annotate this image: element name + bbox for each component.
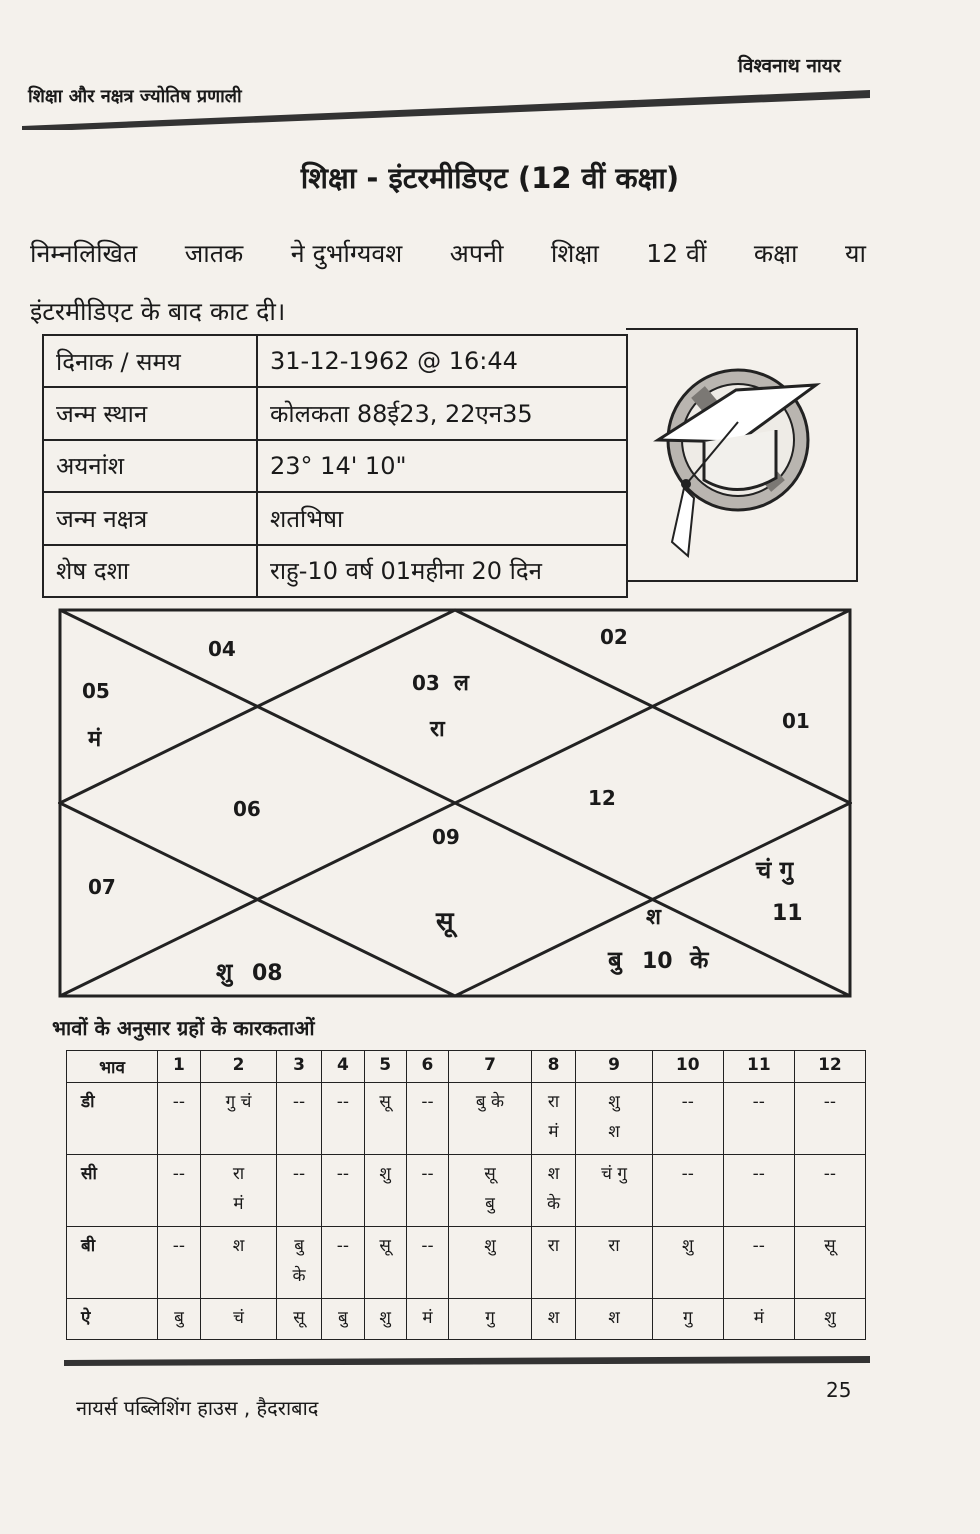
header-book-title: शिक्षा और नक्षत्र ज्योतिष प्रणाली [28,86,242,107]
karakatva-cell-value: सू [379,1236,391,1257]
karakatva-cell-value: -- [681,1092,694,1112]
karakatva-cell [364,1083,406,1155]
intro-word: जातक [184,239,244,268]
karakatva-cell [200,1227,276,1299]
karakatva-cell [531,1083,576,1155]
karakatva-cell-value: बु के [475,1092,505,1112]
karakatva-column-header: 1 [158,1051,201,1083]
karakatva-cell [364,1155,406,1227]
house-04: 04 [208,637,236,661]
karakatva-cell [200,1299,276,1340]
karakatva-cell-value: -- [421,1092,434,1112]
karakatva-cell [158,1227,201,1299]
karakatva-table [66,1050,866,1340]
intro-word: कक्षा [753,239,798,268]
karakatva-cell-value: शु [608,1092,620,1112]
karakatva-cell [652,1155,723,1227]
page-number: 25 [826,1378,852,1402]
karakatva-cell-value: सू [824,1236,836,1257]
karakatva-cell [321,1227,364,1299]
karakatva-cell-value: -- [681,1164,694,1185]
karakatva-cell-value: -- [823,1092,837,1112]
karakatva-cell-value: के [546,1194,561,1215]
intro-word: ने दुर्भाग्यवश [290,239,403,268]
karakatva-cell [531,1155,576,1227]
karakatva-cell-value: -- [172,1164,186,1185]
karakatva-cell [364,1299,406,1340]
house-02: 02 [600,625,628,649]
karakatva-cell [277,1083,322,1155]
karakatva-row-label: ऐ [67,1299,158,1340]
birth-detail-row [43,440,627,492]
karakatva-cell [723,1299,794,1340]
karakatva-cell-value: श [547,1164,560,1185]
karakatva-cell-value: सू [379,1092,391,1112]
planet-surya: सू [436,907,454,937]
karakatva-cell [277,1227,322,1299]
house-12: 12 [588,786,616,810]
karakatva-cell [449,1227,531,1299]
karakatva-column-header: 8 [531,1051,576,1083]
birth-detail-label: दिनाक / समय [43,335,257,387]
intro-word: निम्नलिखित [30,239,138,268]
birth-detail-row [43,335,627,387]
house-01: 01 [782,709,810,733]
birth-detail-label: जन्म स्थान [43,387,257,439]
karakatva-cell-value: -- [752,1164,765,1185]
karakatva-cell [652,1083,723,1155]
karakatva-cell [406,1299,449,1340]
karakatva-cell-value: गु चं [225,1092,252,1112]
karakatva-cell [576,1299,652,1340]
image-box [626,328,858,582]
karakatva-column-header: 7 [449,1051,531,1083]
karakatva-cell [652,1299,723,1340]
karakatva-cell [158,1299,201,1340]
karakatva-cell-value: श [608,1122,620,1142]
karakatva-cell [158,1155,201,1227]
birth-detail-label: जन्म नक्षत्र [43,492,257,544]
karakatva-cell-value: मं [422,1308,433,1329]
karakatva-cell [200,1155,276,1227]
karakatva-title: भावों के अनुसार ग्रहों के कारकताओं [52,1016,315,1040]
birth-detail-value: राहु-10 वर्ष 01महीना 20 दिन [257,545,627,597]
karakatva-column-header: 5 [364,1051,406,1083]
house-05: 05 [82,679,110,703]
karakatva-cell [723,1155,794,1227]
header-rule [22,90,870,130]
karakatva-row [67,1155,866,1227]
intro-line-1 [30,225,866,283]
karakatva-cell [406,1083,449,1155]
karakatva-cell-value: सू [293,1308,305,1329]
karakatva-cell [576,1083,652,1155]
karakatva-cell-value: -- [292,1164,306,1185]
house-03: 03 [412,671,440,695]
karakatva-cell-value: -- [172,1092,186,1112]
karakatva-cell-value: चं [233,1308,244,1329]
karakatva-cell-value: शु [484,1236,496,1257]
karakatva-cell-value: गु [682,1308,693,1329]
karakatva-row [67,1227,866,1299]
karakatva-cell-value: के [292,1266,306,1287]
house-08: 08 [252,961,283,986]
karakatva-cell-value: मं [233,1194,244,1215]
page-title: शिक्षा - इंटरमीडिएट (12 वीं कक्षा) [300,161,680,195]
birth-detail-value: कोलकता 88ई23, 22एन35 [257,387,627,439]
intro-word: शिक्षा [550,239,599,268]
planet-rahu: रा [430,717,445,742]
karakatva-cell-value: बु [294,1236,304,1257]
karakatva-cell-value: -- [421,1236,434,1257]
karakatva-cell [723,1227,794,1299]
karakatva-cell [723,1083,794,1155]
graduation-cap-prohibited-icon [626,330,856,580]
karakatva-cell-value: रा [608,1236,620,1257]
karakatva-row-label: सी [67,1155,158,1227]
karakatva-column-header: 9 [576,1051,652,1083]
karakatva-cell [321,1083,364,1155]
birth-detail-row [43,387,627,439]
birth-detail-label: शेष दशा [43,545,257,597]
karakatva-header-row [67,1051,866,1083]
birth-detail-row [43,545,627,597]
karakatva-cell [406,1227,449,1299]
karakatva-cell-value: बु [338,1308,348,1329]
intro-paragraph [30,225,866,341]
karakatva-cell-value: चं गु [601,1164,627,1185]
karakatva-cell [652,1227,723,1299]
karakatva-cell [277,1155,322,1227]
karakatva-row-label: डी [67,1083,158,1155]
karakatva-cell-value: -- [336,1236,349,1257]
footer-rule [64,1356,870,1366]
house-07: 07 [88,875,116,899]
karakatva-cell-value: -- [336,1092,349,1112]
karakatva-cell-value: मं [548,1122,559,1142]
karakatva-row [67,1083,866,1155]
karakatva-column-header: 6 [406,1051,449,1083]
karakatva-header-label: भाव [67,1051,158,1083]
karakatva-cell-value: श [608,1308,620,1329]
karakatva-cell [794,1155,865,1227]
karakatva-cell-value: श [232,1236,245,1257]
karakatva-cell [531,1227,576,1299]
karakatva-cell-value: शु [379,1308,391,1329]
karakatva-cell [449,1155,531,1227]
karakatva-cell-value: शु [379,1164,391,1185]
planet-budh: बु [608,946,622,974]
karakatva-column-header: 4 [321,1051,364,1083]
birth-detail-value: 23° 14' 10" [257,440,627,492]
karakatva-cell [794,1083,865,1155]
karakatva-cell-value: -- [336,1164,349,1185]
karakatva-cell-value: -- [292,1092,306,1112]
planet-shani: श [646,905,661,930]
karakatva-cell [158,1083,201,1155]
karakatva-row-label: बी [67,1227,158,1299]
karakatva-cell-value: श [547,1308,560,1329]
karakatva-cell [794,1299,865,1340]
birth-detail-value: 31-12-1962 @ 16:44 [257,335,627,387]
karakatva-cell [321,1155,364,1227]
karakatva-cell-value: रा [232,1164,245,1185]
karakatva-column-header: 3 [277,1051,322,1083]
karakatva-cell-value: रा [547,1092,560,1112]
house-11: 11 [772,901,803,926]
planet-shukra: शु [216,958,233,986]
birth-detail-row [43,492,627,544]
karakatva-cell-value: सू [484,1164,496,1185]
karakatva-cell [576,1155,652,1227]
karakatva-cell [449,1299,531,1340]
karakatva-cell [449,1083,531,1155]
karakatva-cell-value: रा [547,1236,560,1257]
karakatva-cell [531,1299,576,1340]
intro-word: अपनी [449,239,504,268]
karakatva-column-header: 12 [794,1051,865,1083]
karakatva-cell [321,1299,364,1340]
karakatva-cell-value: शु [681,1236,694,1257]
karakatva-cell-value: -- [421,1164,434,1185]
karakatva-cell [794,1227,865,1299]
karakatva-cell-value: बु [174,1308,184,1329]
planet-ketu: के [690,946,709,974]
footer-publisher: नायर्स पब्लिशिंग हाउस , हैदराबाद [76,1396,319,1420]
karakatva-cell-value: बु [485,1194,495,1215]
karakatva-cell [277,1299,322,1340]
karakatva-cell [576,1227,652,1299]
karakatva-row [67,1299,866,1340]
karakatva-column-header: 10 [652,1051,723,1083]
intro-word: या [845,239,866,268]
house-09: 09 [432,825,460,849]
karakatva-cell [200,1083,276,1155]
planet-mangal: मं [88,727,102,752]
karakatva-cell [406,1155,449,1227]
karakatva-cell-value: गु [485,1308,495,1329]
karakatva-cell-value: -- [752,1236,765,1257]
karakatva-cell-value: -- [172,1236,186,1257]
birth-detail-label: अयनांश [43,440,257,492]
house-10: 10 [642,949,673,974]
birth-chart [58,608,852,998]
karakatva-column-header: 11 [723,1051,794,1083]
intro-word: 12 वीं [646,239,707,268]
planet-chandra-guru: चं गु [756,856,794,884]
karakatva-cell-value: -- [752,1092,765,1112]
karakatva-cell [364,1227,406,1299]
karakatva-cell-value: -- [823,1164,837,1185]
karakatva-cell-value: शु [824,1308,836,1329]
karakatva-column-header: 2 [200,1051,276,1083]
karakatva-cell-value: मं [753,1308,764,1329]
birth-detail-value: शतभिषा [257,492,627,544]
house-06: 06 [233,797,261,821]
planet-lagna: ल [454,671,469,696]
birth-details-table [42,334,628,598]
intro-line-2: इंटरमीडिएट के बाद काट दी। [30,297,286,326]
header-author: विश्वनाथ नायर [738,55,841,77]
